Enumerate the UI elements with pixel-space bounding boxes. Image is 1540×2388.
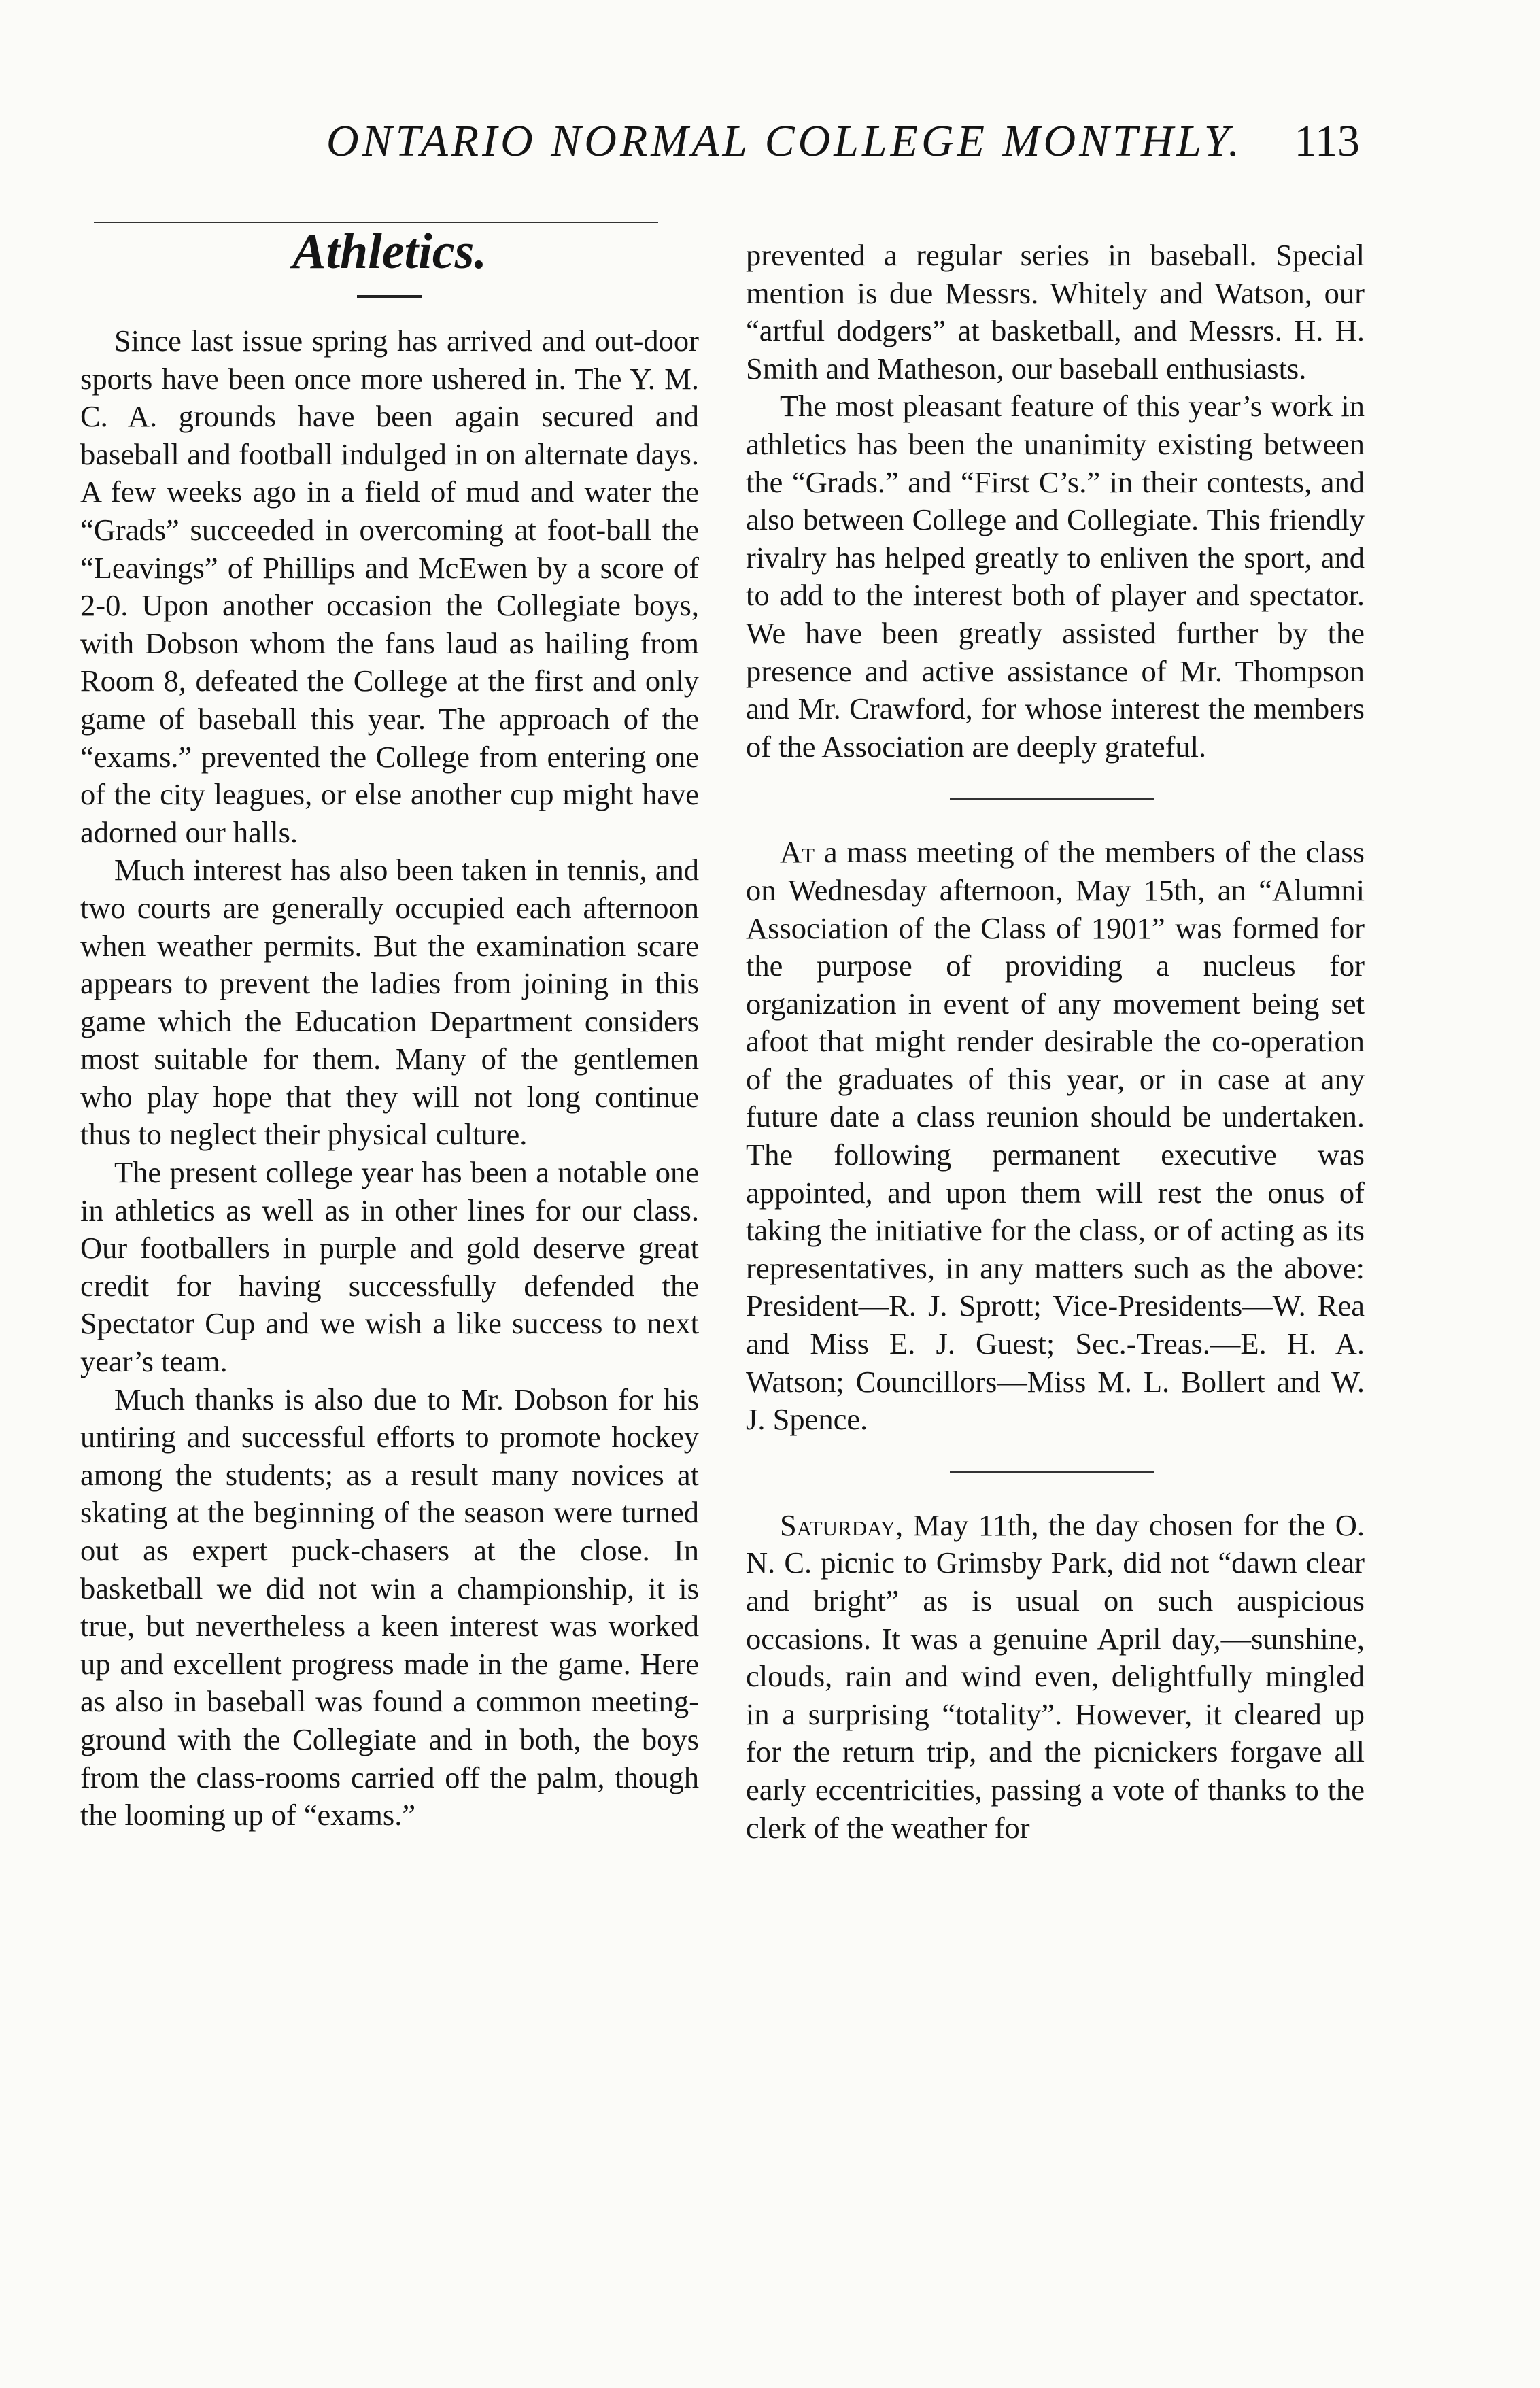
right-column: [746, 237, 1365, 1847]
article-paragraph: Much interest has also been taken in tennis, and two courts are generally occupied each afternoon when weather permits. But the examination scare appears to prevent the ladies from joining in this game which the Education Department considers most suitable for them. Many of the gentlemen who play hope that they will not long continue thus to neglect their physical culture.: [80, 853, 699, 1152]
lead-word: At: [780, 835, 815, 870]
alumni-text: a mass meeting of the members of the class on Wednesday afternoon, May 15th, an “Alumni Association of the Class of 1901” was formed for the purpose of providing a nucleus for organization in event of any movement being set afoot that might render desirable the co-operation of the graduates of this year, or in case at any future date a class reunion should be undertaken. The following permanent executive was appointed, and upon them will rest the onus of taking the initiative for the class, or of acting as its representatives, in any matters such as the above: President—R. J. Sprott; Vice-Presidents—W. Rea and Miss E. J. Guest; Sec.-Treas.—E. H. A. Watson; Councillors—Miss M. L. Bollert and W. J. Spence.: [746, 835, 1365, 1437]
article-paragraph: The present college year has been a notable one in athletics as well as in other lines for our class. Our footballers in purple and gold deserve great credit for having successfully defended the Spectator Cup and we wish a like success to next year’s team.: [80, 1155, 699, 1379]
page-number: 113: [1294, 116, 1360, 166]
left-column: [80, 199, 699, 1835]
picnic-text: May 11th, the day chosen for the O. N. C. picnic to Grimsby Park, did not “dawn clear and bright” as is usual on such auspicious occasions. It was a genuine April day,—sunshine, clouds, rain and wind even, delightfully mingled in a surprising “totality”. However, it cleared up for the return trip, and the picnickers forgave all early eccentricities, passing a vote of thanks to the clerk of the weather for: [746, 1507, 1365, 1845]
section-divider: [746, 766, 1365, 834]
alumni-paragraph: [746, 834, 1365, 1439]
article-paragraph: prevented a regular series in baseball. Special mention is due Messrs. Whitely and Watson, our “artful dodgers” at basketball, and Messrs. H. H. Smith and Matheson, our baseball enthusiasts.: [746, 238, 1365, 386]
running-head: [326, 116, 1360, 177]
picnic-paragraph: [746, 1507, 1365, 1847]
journal-title: ONTARIO NORMAL COLLEGE MONTHLY.: [326, 116, 1244, 166]
article-paragraph: Much thanks is also due to Mr. Dobson for his untiring and successful efforts to promote hockey among the students; as a result many novices at skating at the beginning of the season were turned out as expert puck-chasers at the close. In basketball we did not win a championship, it is true, but nevertheless a keen interest was worked up and excellent progress made in the game. Here as also in baseball was found a common meeting-ground with the Collegiate and in both, the boys from the class-rooms carried off the palm, though the looming up of “exams.”: [80, 1382, 699, 1832]
section-title: Athletics.: [292, 224, 487, 279]
lead-word: Saturday,: [780, 1507, 904, 1542]
article-paragraph: Since last issue spring has arrived and out-door sports have been once more ushered in. The Y. M. C. A. grounds have been again secured and baseball and football indulged in on alternate days. A few weeks ago in a field of mud and water the “Grads” succeeded in overcoming at foot-ball the “Leavings” of Phillips and McEwen by a score of 2-0. Upon another occasion the Collegiate boys, with Dobson whom the fans laud as hailing from Room 8, defeated the College at the first and only game of baseball this year. The approach of the “exams.” prevented the College from entering one of the city leagues, or else another cup might have adorned our halls.: [80, 324, 699, 849]
heading-rule: [357, 295, 422, 298]
top-rule-left: [94, 222, 658, 223]
section-divider: [746, 1439, 1365, 1507]
article-paragraph: The most pleasant feature of this year’s work in athletics has been the unanimity existing between the “Grads.” and “First C’s.” in their contests, and also between College and Collegiate. This friendly rivalry has helped greatly to enliven the sport, and to add to the interest both of player and spectator. We have been greatly assisted further by the presence and active assistance of Mr. Thompson and Mr. Crawford, for whose interest the members of the Association are deeply grateful.: [746, 389, 1365, 764]
